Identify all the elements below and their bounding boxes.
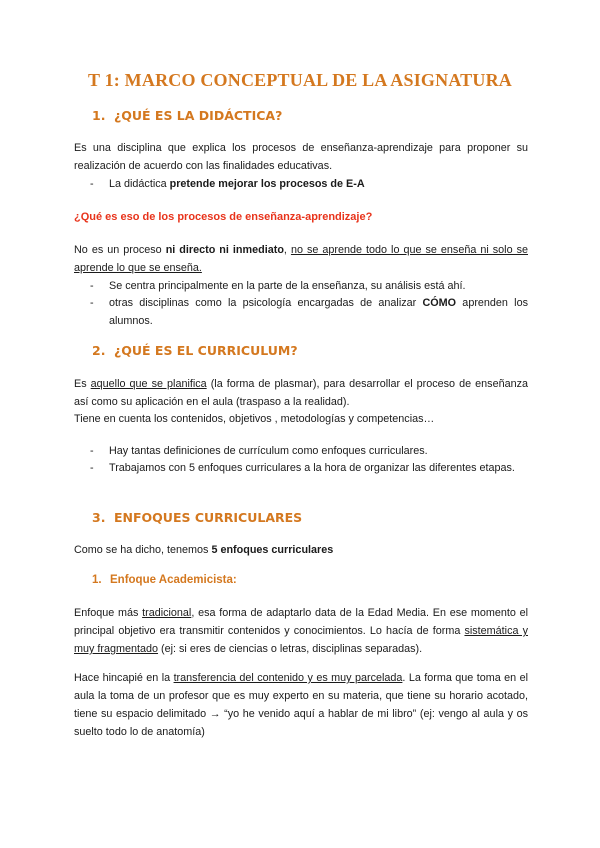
section-2-heading (92, 343, 298, 358)
section-2-paragraph (74, 375, 528, 411)
text-run: No es un proceso (74, 244, 166, 256)
text-run: Enfoque más (74, 607, 143, 619)
text-run: Como se ha dicho, tenemos (74, 544, 212, 556)
underlined-run: tradicional (142, 607, 192, 619)
section-2-number: 2. (92, 343, 106, 358)
section-2-title: ¿QUÉ ES EL CURRICULUM? (114, 343, 298, 358)
section-3-intro (74, 541, 528, 559)
underlined-run: no se aprende todo lo que se enseña ni solo se aprende lo que se enseña. (74, 244, 528, 274)
text-run: . La forma que toma en el aula la toma de un profesor que es muy experto en su materia, que tiene su horario acotado, tiene su espacio delimitado → “yo he venido aquí a hablar de mi libro” (ej: vengo al aula y os suelto todo lo de anatomía) (74, 672, 529, 738)
text-run: , esa forma de adaptarlo data de la Edad Media. En ese momento el principal objetivo era transmitir contenidos y conocimientos. Lo hacía de forma (74, 607, 529, 637)
bullet-text: Se centra principalmente en la parte de la enseñanza, su análisis está ahí. (109, 280, 466, 292)
bullet-dash: - (90, 445, 94, 457)
section-1-paragraph-2 (74, 241, 528, 277)
page-title: T 1: MARCO CONCEPTUAL DE LA ASIGNATURA (88, 70, 512, 90)
question-subheading: ¿Qué es eso de los procesos de enseñanza-aprendizaje? (74, 211, 373, 223)
bullet-dash: - (90, 178, 94, 190)
subsection-1-paragraph-2 (74, 669, 528, 741)
text-run: (la forma de plasmar), para desarrollar el proceso de enseñanza así como su aplicación en el aula (traspaso a la realidad). (74, 378, 528, 408)
bullet-text: Trabajamos con 5 enfoques curriculares a la hora de organizar las diferentes etapas. (109, 462, 515, 474)
bullet-dash: - (90, 280, 94, 292)
section-1-bullet-3 (90, 294, 528, 330)
section-2-bullet-2 (90, 459, 528, 477)
section-2-paragraph-2: Tiene en cuenta los contenidos, objetivos , metodologías y competencias… (74, 413, 435, 425)
section-1-bullet-2 (90, 277, 528, 295)
underlined-run: sistemática y muy fragmentado (74, 625, 528, 655)
bullet-text: aprenden los alumnos. (109, 297, 528, 327)
subsection-1-number: 1. (92, 574, 102, 586)
text-run: , (283, 244, 291, 256)
underlined-run: aquello que se planifica (90, 378, 207, 390)
bullet-text: otras disciplinas como la psicología encargadas de analizar (109, 297, 423, 309)
text-run: Es (74, 378, 91, 390)
text-run: (ej: si eres de ciencias o letras, disciplinas separadas). (158, 643, 423, 655)
bullet-text: Hay tantas definiciones de currículum como enfoques curriculares. (109, 445, 428, 457)
section-1-number: 1. (92, 108, 106, 123)
bullet-bold-text: pretende mejorar los procesos de E-A (169, 178, 365, 190)
bullet-dash: - (90, 462, 94, 474)
subsection-1-paragraph (74, 604, 528, 658)
section-3-number: 3. (92, 510, 106, 525)
section-3-title: ENFOQUES CURRICULARES (114, 510, 303, 525)
text-run: Hace hincapié en la (74, 672, 174, 684)
section-1-heading (92, 108, 282, 123)
bold-run: ni directo ni inmediato (165, 244, 284, 256)
section-2-bullet-1 (90, 442, 528, 460)
bullet-bold-text: CÓMO (422, 297, 457, 309)
bullet-dash: - (90, 297, 94, 309)
section-1-title: ¿QUÉ ES LA DIDÁCTICA? (114, 108, 283, 123)
section-1-paragraph: Es una disciplina que explica los procesos de enseñanza-aprendizaje para proponer su realización de acuerdo con las finalidades educativas. (74, 142, 528, 172)
subsection-1-heading (92, 574, 237, 586)
bold-run: 5 enfoques curriculares (211, 544, 334, 556)
underlined-run: transferencia del contenido y es muy parcelada (173, 672, 403, 684)
section-1-bullet (90, 175, 528, 193)
bullet-text: La didáctica (109, 178, 170, 190)
subsection-1-title: Enfoque Academicista: (110, 574, 237, 586)
section-3-heading (92, 510, 302, 525)
